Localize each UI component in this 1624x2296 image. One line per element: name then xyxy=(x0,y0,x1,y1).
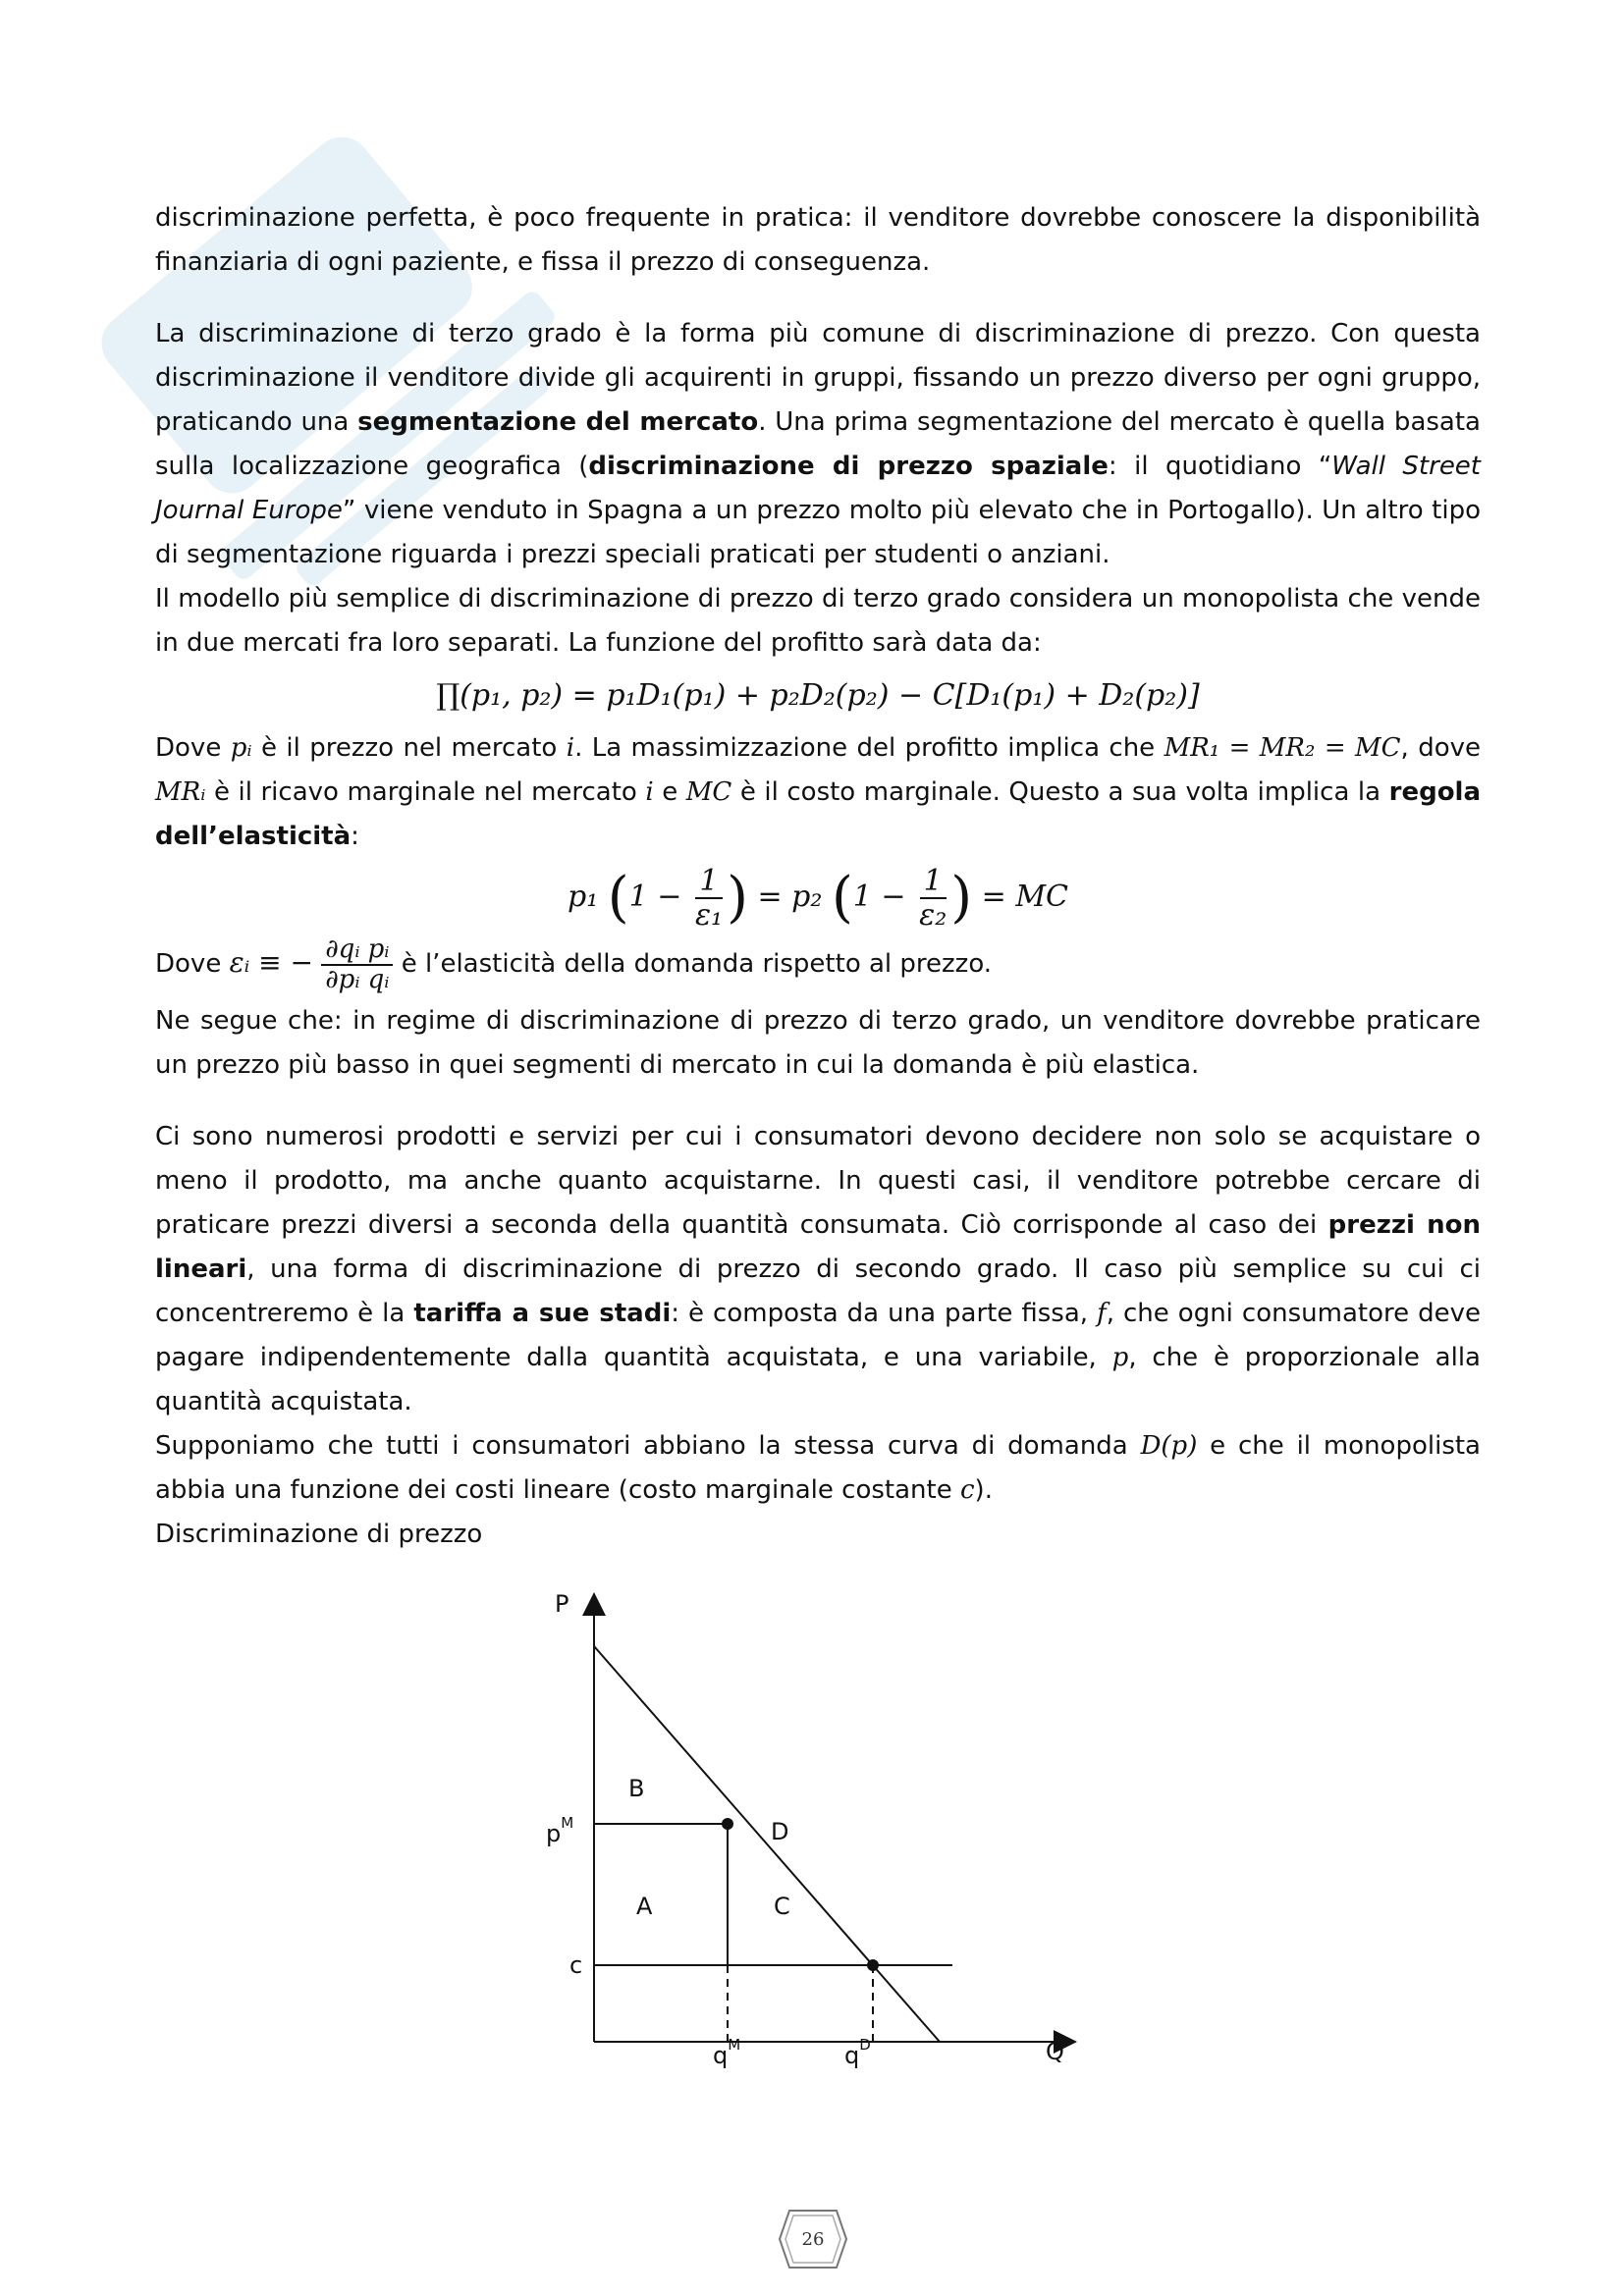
document-body xyxy=(155,196,1481,1557)
paragraph-6: Ne segue che: in regime di discriminazione di prezzo di terzo grado, un venditore dovrebbe praticare un prezzo più basso in quei segmenti di mercato in cui la domanda è più elastica. xyxy=(155,1006,1481,1081)
elasticity-rule-formula: p₁ (1 − $\frac{1}{\text{ε₁}}$ ) = p₂ (1 − $\frac{1}{\text{ε₂}}$ ) = MC xyxy=(568,864,1068,933)
label-qm: $q^M$ xyxy=(713,2036,741,2069)
price-discrimination-diagram xyxy=(511,1590,1100,2101)
page-number-badge xyxy=(776,2207,850,2271)
demand-curve xyxy=(594,1646,940,2042)
competitive-point xyxy=(867,1959,879,1971)
curve-label-d: D xyxy=(771,1818,789,1845)
axis-label-p: P xyxy=(555,1590,569,1618)
area-label-b: B xyxy=(628,1775,645,1802)
paragraph-3: Il modello più semplice di discriminazione di prezzo di terzo grado considera un monopolista che vende in due mercati fra loro separati. La funzione del profitto sarà data da: xyxy=(155,584,1481,658)
label-pm: $p^M$ xyxy=(546,1814,574,1847)
paragraph-4: Dove pᵢ è il prezzo nel mercato i. La massimizzazione del profitto implica che MR₁ = MR₂ = MC, dove MRᵢ è il ricavo marginale nel mercato i e MC è il costo marginale. Questo a sua volta implica la regola dell’elasticità: xyxy=(155,733,1482,851)
label-qd: $q^D$ xyxy=(844,2036,871,2069)
paragraph-1: discriminazione perfetta, è poco frequente in pratica: il venditore dovrebbe conoscere la disponibilità finanziaria di ogni paziente, e fissa il prezzo di conseguenza. xyxy=(155,203,1481,277)
area-label-a: A xyxy=(636,1893,653,1920)
monopoly-point xyxy=(722,1818,733,1830)
paragraph-5: Dove εᵢ ≡ − $\frac{\text{∂qᵢ}}{\text{∂pᵢ}}$ $\frac{\text{pᵢ}}{\text{qᵢ}}$ è l’elasticità della domanda rispetto al prezzo. xyxy=(155,934,993,994)
page-number: 26 xyxy=(801,2228,825,2250)
paragraph-8: Supponiamo che tutti i consumatori abbiano la stessa curva di domanda D(p) e che il monopolista abbia una funzione dei costi lineare (costo marginale costante c). xyxy=(155,1431,1481,1506)
area-label-c: C xyxy=(774,1893,790,1920)
profit-formula: ∏(p₁, p₂) = p₁D₁(p₁) + p₂D₂(p₂) − C[D₁(p₁) + D₂(p₂)] xyxy=(436,678,1200,713)
paragraph-7: Ci sono numerosi prodotti e servizi per cui i consumatori devono decidere non solo se acquistare o meno il prodotto, ma anche quanto acquistarne. In questi casi, il venditore potrebbe cercare di praticare prezzi diversi a seconda della quantità consumata. Ciò corrisponde al caso dei prezzi non lineari, una forma di discriminazione di prezzo di secondo grado. Il caso più semplice su cui ci concentreremo è la tariffa a sue stadi: è composta da una parte fissa, f, che ogni consumatore deve pagare indipendentemente dalla quantità acquistata, e una variabile, p, che è proporzionale alla quantità acquistata. xyxy=(155,1122,1482,1417)
label-c: c xyxy=(569,1951,583,1979)
figure-caption: Discriminazione di prezzo xyxy=(155,1520,483,1550)
axis-label-q: Q xyxy=(1046,2038,1064,2065)
paragraph-2: La discriminazione di terzo grado è la forma più comune di discriminazione di prezzo. Con questa discriminazione il venditore divide gli acquirenti in gruppi, fissando un prezzo diverso per ogni gruppo, praticando una segmentazione del mercato. Una prima segmentazione del mercato è quella basata sulla localizzazione geografica (discriminazione di prezzo spaziale: il quotidiano “Wall Street Journal Europe” viene venduto in Spagna a un prezzo molto più elevato che in Portogallo). Un altro tipo di segmentazione riguarda i prezzi speciali praticati per studenti o anziani. xyxy=(155,319,1482,569)
